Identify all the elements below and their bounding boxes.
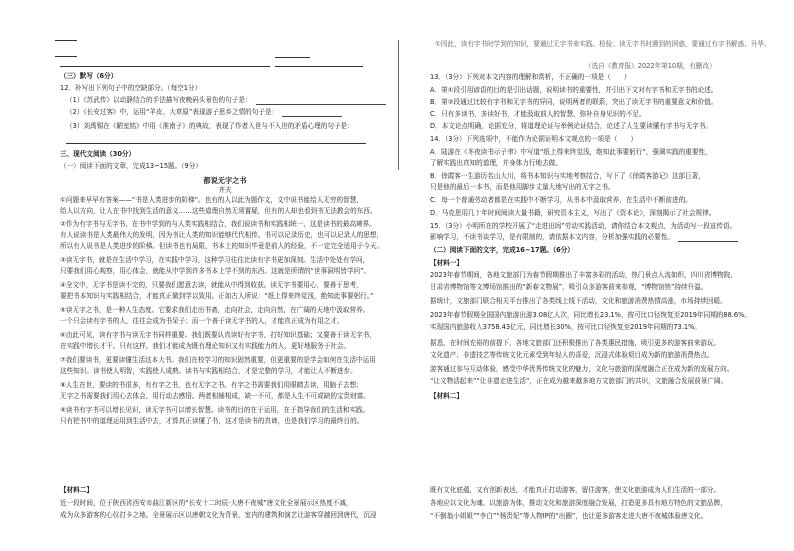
q14-option-a[interactable]: A．陆游在《冬夜读书示子聿》中写道“纸上得来终觉浅，绝知此事要躬行”，强调实践的重要性， — [430, 148, 712, 156]
article-paragraph: 所以有人说书是人类进步的阶梯。但读书也有局限，书本上的知识毕竟是前人的经验，不一定完全适用于今天。 — [60, 242, 384, 250]
material-1-heading: 【材料一】 — [430, 259, 463, 267]
question-12-2: （2）《长安过客》中，运用“羊皮、大草原”表现游子思乡之情的句子是： — [66, 108, 342, 117]
material-2-right-paragraph: 各地应以文化为魂、以旅游为体，推动文化和旅游深度融合发展，打造更多具有地方特色的文旅品牌， — [430, 499, 727, 507]
material-1-paragraph: 实现国内旅游收入3758.43亿元，同比增长30%，按可比口径恢复至2019年同期的73.1%。 — [430, 323, 701, 331]
q13-option-c[interactable]: C．只有多读书，多读好书，才能汲取前人的智慧，弥补自身见识的不足。 — [430, 110, 646, 118]
article-author: 齐夫 — [218, 186, 232, 194]
q14-option-c[interactable]: C．每一个普通劳动者都是在实践中不断学习，从书本中汲取营养，在生活中不断前进的。 — [430, 196, 692, 204]
right-column — [400, 0, 794, 551]
article-paragraph: ⑧人生在世，要读的书很多，有有字之书，也有无字之书。有字之书需要我们用眼睛去读，用脑子去想； — [60, 381, 363, 389]
reading-1-instruction: （一）阅读下面的文章，完成13~15题。（9分） — [60, 162, 202, 170]
article-paragraph: ③读无字书，就是在生活中学习，在实践中学习，这种学习往往比读有字书更加深刻。生活中处处有学问， — [60, 256, 370, 264]
material-1-paragraph: 据统计，文旅部门联合相关平台推出了各类线上线下活动，文化和旅游消费热情高涨，市场持续回暖。 — [430, 297, 727, 305]
material-1-paragraph: 甘肃省博物馆等文博场馆推出的“新春文物展”，吸引众多游客前来参观，“博物馆热”持续升温。 — [430, 283, 708, 291]
article-source: （选自《教育报》2022年第10期，有删改） — [585, 62, 716, 70]
answer-blank[interactable] — [282, 109, 342, 117]
article-paragraph: 有人说读书是人类最伟大的发明，因为书让人类的知识能够代代相传。书可以记录历史，也可以记录人的思想， — [60, 231, 384, 239]
question-13: 13．（3分）下列对本文内容的理解和赏析，不正确的一项是（ ） — [430, 73, 631, 81]
top-rule — [60, 66, 270, 67]
question-14: 14．（3分）下列选项中，不能作为论据证明本文观点的一项是（ ） — [430, 135, 638, 143]
material-2-right-heading: 【材料二】 — [430, 392, 463, 400]
article-paragraph: 在实践中增长才干。只有这样，我们才能成为既有理论知识又有实践能力的人，更好地服务于社会。 — [60, 342, 351, 350]
answer-blank[interactable] — [66, 143, 366, 144]
question-12: 12．补写出下列句子中的空缺部分。（每空1分） — [60, 84, 202, 92]
article-title: 都说无字之书 — [203, 176, 247, 185]
column-divider — [398, 40, 399, 170]
article-paragraph: ⑨读书有字书可以增长见识，读无字书可以增长智慧。读书的目的在于运用，在于指导我们的生活和实践。 — [60, 406, 370, 414]
article-paragraph: ④全文中，无字书是读不完的，只要我们愿意去读，就能从中得到收获。读无字书要用心，要善于思考， — [60, 281, 363, 289]
article-paragraph: 这些知识。读书使人明智，实践使人成熟。读书与实践相结合，才是完整的学习，才能让人不断进步。 — [60, 367, 357, 375]
q14-option-a-cont: 了解实践出真知的道理，并身体力行地去做。 — [430, 159, 562, 167]
article-paragraph: ⑤读无字之书，是一种人生态度。它要求我们走出书斋，走向社会，走向自然，在广阔的天地中汲取营养。 — [60, 306, 370, 314]
article-paragraph: ⑥由此可见，读有字书与读无字书同样重要。我们既要认真读好有字书，打好知识基础；又要善于读无字书， — [60, 331, 376, 339]
question-15: 15．（3分）小明所在的学校开展了“走进田间”劳动实践活动，请你结合本文观点，为活动写一段宣传语。 — [430, 222, 737, 230]
material-2-right-paragraph: “不倒翁小姐姐”“李白”“杨贵妃”等人物IP的“出圈”，也让更多游客走进大唐不夜城体验唐文化。 — [430, 512, 708, 520]
material-2-paragraph: 成为众多游客的心仪打卡之地。全景展示区以唐朝文化为背景，室内的建筑和演艺让游客穿越回到唐代，沉浸 — [60, 511, 377, 519]
material-1-paragraph: 游客通过参与互动体验，感受中华优秀传统文化的魅力，文化与旅游的深度融合正在成为新的发展方向。 — [430, 365, 734, 373]
material-1-paragraph: 2023年春节期间，各地文旅部门为春节假期推出了丰富多彩的活动，热门景点人流如织，四川省博物院、 — [430, 271, 737, 279]
material-2-heading: 【材料二】 — [60, 486, 93, 494]
article-paragraph: 给人以方向，让人在书中找到生活的意义……这些道理自然无须置疑，但有的人却也看到书无法教会的东西。 — [60, 207, 377, 215]
material-1-paragraph: 据悉，在时间充裕的前提下，各地文旅部门还积极推出了各类惠民措施，吸引更多的游客前来游玩。 — [430, 339, 721, 347]
article-paragraph: 要把书本知识与实践相结合，才能真正做到学以致用。正如古人所说：“纸上得来终觉浅，绝知此事要躬行。” — [60, 292, 374, 300]
article-paragraph: ⑦我们要读书，更要读懂生活这本大书。我们在校学习的知识固然重要，但更重要的是学会如何在生活中运用 — [60, 356, 376, 364]
q13-option-b[interactable]: B．第②段通过比较有字书和无字书的异同，说明两者的联系，突出了读无字书的重要意义和价值。 — [430, 98, 718, 106]
section-dictation: （三）默写（6分） — [60, 72, 118, 80]
article-paragraph: 只有把书中的道理运用到生活中去，才算真正读懂了书，这才是读书的真谛，也是我们学习的最终目的。 — [60, 417, 364, 425]
article-paragraph: 无字之书需要我们用心去体会，用行动去感悟。两者相辅相成，缺一不可，都是人生不可或缺的宝贵财富。 — [60, 392, 370, 400]
q14-option-b[interactable]: B．徐霞客一生游历名山大川，将书本知识与实地考察结合，写下了《徐霞客游记》这部巨著， — [430, 172, 705, 180]
material-1-paragraph: 2023年春节假期全国国内旅游出游3.08亿人次，同比增长23.1%，按可比口径恢复至2019年同期的88.6%。 — [430, 311, 751, 319]
question-12-1: （1）《苏武传》以动静结合的手法描写夜晚码头景色的句子是： — [66, 96, 386, 105]
top-rule — [275, 66, 363, 67]
material-1-paragraph: 文化遗产、非遗技艺等传统文化元素受到年轻人的喜爱，沉浸式体验项目成为新的旅游消费热点。 — [430, 351, 714, 359]
material-1-paragraph: “让文物活起来”“让非遗走进生活”，正在成为越来越多地方文旅部门的共识，文旅融合发展前景广阔。 — [430, 377, 728, 385]
material-2-paragraph: 近一段时间，位于陕西省西安市曲江新区的“长安十二时辰·大唐不夜城”唐文化全景展示区热度不减， — [60, 499, 353, 507]
article-paragraph: 一个只会读有字书的人，往往会成为书呆子；而一个善于读无字书的人，才能真正成为有用之才。 — [60, 317, 344, 325]
material-2-right-paragraph: 既有文化底蕴，又有创新表达，才能真正打动游客，留住游客，使文化旅游成为人们生活的一部分。 — [430, 486, 721, 494]
reading-2-instruction: （二）阅读下面的文字，完成16~17题。（6分） — [430, 246, 574, 254]
section-modern-reading: 三、现代文阅读（30分） — [60, 150, 136, 158]
q14-option-d[interactable]: D．马克思用几十年时间阅读大量书籍，研究资本主义，写出了《资本论》，深刻揭示了社会规律。 — [430, 209, 716, 217]
top-rule — [275, 57, 310, 58]
article-paragraph: ①问题来早早有答案——“书是人类进步的阶梯”。也有的人以此为题作文，文中说书能给人无穷的智慧， — [60, 196, 363, 204]
question-12-3: （3）刘禹锡在《陋室铭》中用《淮南子》的典故，表现了作者入世与不入世的矛盾心理的句子是： — [66, 122, 354, 130]
top-rule — [55, 40, 77, 41]
article-paragraph: 只要我们用心观察，用心体会，就能从中学到许多书本上学不到的东西。这就是所谓的“世事洞明皆学问”。 — [60, 267, 371, 275]
answer-blank[interactable] — [678, 234, 738, 242]
question-15-cont: 影响学习，不读书谈学习，是有限制的，请依据本文内容，分析加强实践的必要性。 — [430, 233, 790, 242]
answer-blank[interactable] — [256, 97, 386, 105]
top-rule — [55, 56, 77, 57]
q14-option-b-cont: 只是他的最后一本书，而是他用脚步丈量大地写出的无字之书。 — [430, 183, 615, 191]
article-last-paragraph: ①因此，读有字书时学到的知识，要通过无字书来实践、检验；读无字书时遇到的困惑，要通过有字书解惑、升华。 — [435, 40, 771, 48]
q13-option-d[interactable]: D．本文论点明确，论据充分，将道理论证与举例论证结合，论述了人生要读懂有字书与无字书。 — [430, 122, 713, 130]
q13-option-a[interactable]: A．第①段引用谚语的目的是引出话题，说明读书的重要性，并引出下文对有字书和无字书的论述。 — [430, 86, 718, 94]
article-paragraph: ②作为有字书与无字书，在书中学到的与人类实践相结合，我们说读书和实践相统一，这是读书的最高境界。 — [60, 220, 376, 228]
